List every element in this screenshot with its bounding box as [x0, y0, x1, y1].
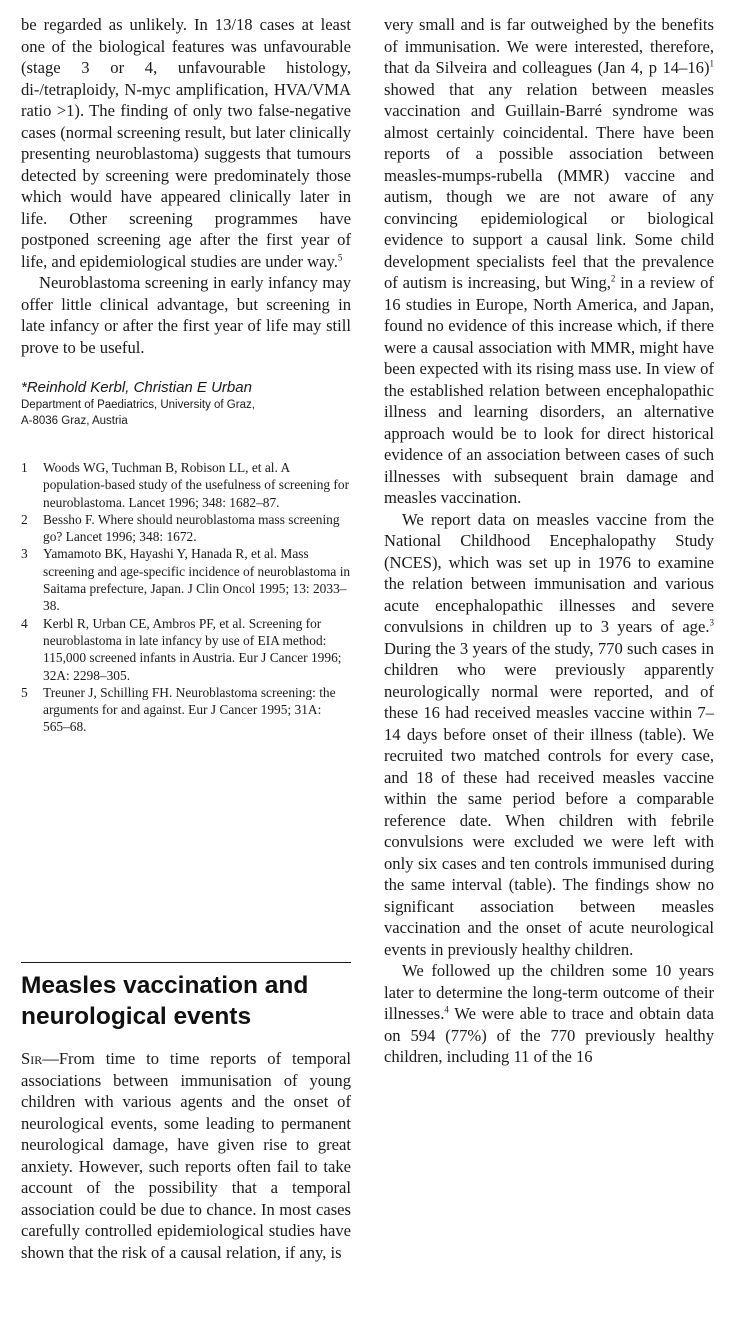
- reference-number: 1: [21, 460, 28, 475]
- reference-item: [21, 684, 351, 736]
- body-paragraph: We followed up the children some 10 years later to determine the long-term outcome of their illnesses.$^4$ We were able to trace and obtain data on 594 (77%) of the 770 previously healthy children, including 11 of the 16: [384, 961, 714, 1066]
- reference-item: [21, 545, 351, 614]
- body-paragraph: very small and is far outweighed by the benefits of immunisation. We were interested, therefore, that da Silveira and colleagues (Jan 4, p 14–16)$^1$ showed that any relation between measles vaccination and Guillain-Barré syndrome was almost certainly coincidental. There have been reports of a possible association between measles-mumps-rubella (MMR) vaccine and autism, though we are not aware of any convincing epidemiological or biological evidence to support a causal link. Some child development specialists feel that the prevalence of autism is increasing, but Wing,$^2$ in a review of 16 studies in Europe, North America, and Japan, found no evidence of this increase which, if there were a causal association with MMR, might have been expected with its rising mass use. In view of the established relation between encephalopathic illness and learning disorders, an alternative approach would be to look for direct historical evidence of an association between cases of such illnesses with subsequent brain damage and measles vaccination.: [384, 15, 714, 507]
- reference-number: 2: [21, 511, 28, 527]
- citation-superscript: 1: [709, 58, 714, 69]
- letter-start: [21, 1048, 351, 1263]
- letter-heading: Measles vaccination and neurological events: [21, 972, 309, 1030]
- reference-item: [21, 459, 351, 511]
- reference-item: [21, 615, 351, 684]
- reference-number: 4: [21, 615, 28, 631]
- body-paragraph: be regarded as unlikely. In 13/18 cases at least one of the biological features was unfavourable (stage 3 or 4, unfavourable histology, di-/tetraploidy, N-myc amplification, HVA/VMA ratio >1). The finding of only two false-negative cases (normal screening result, but later clinically presenting neuroblastoma) suggests that tumours detected by screening were predominately those which would have appeared clinically later in life. Other screening programmes have postponed screening age after the first year of life, and epidemiological studies are under way.$^5$: [21, 15, 351, 271]
- reference-list: [21, 459, 351, 736]
- body-paragraph: We report data on measles vaccine from the National Childhood Encephalopathy Study (NCES), which was set up in 1976 to examine the relation between immunisation and various acute encephalopathic illnesses and severe convulsions in children up to 3 years of age.$^3$ During the 3 years of the study, 770 such cases in children who were previously apparently neurologically normal were reported, and of these 16 had received measles vaccine within 7–14 days before onset of their illness (table). We recruited two matched controls for every case, and 18 of these had received measles vaccine within the same period before a comparable reference date. When children with febrile convulsions were excluded we were left with only six cases and ten controls immunised during the same interval (table). The findings show no significant association between measles vaccination and the onset of acute neurological events in previously healthy children.: [384, 509, 714, 959]
- reference-item: [21, 511, 351, 546]
- body-paragraph: Sir—From time to time reports of temporal associations between immunisation of young children with various agents and the onset of neurological events, some leading to permanent neurological damage, have given rise to great anxiety. However, such reports often fail to take account of the possibility that a temporal association could be due to chance. In most cases carefully controlled epidemiological studies have shown that the risk of a causal relation, if any, is: [21, 1049, 351, 1262]
- reference-number: 5: [21, 684, 28, 700]
- citation-superscript: 3: [709, 617, 714, 628]
- reference-number: 3: [21, 546, 28, 562]
- body-paragraph: Neuroblastoma screening in early infancy may offer little clinical advantage, but screening in late infancy or after the first year of life may still prove to be useful.: [21, 273, 351, 357]
- citation-superscript: 4: [444, 1004, 449, 1015]
- reference-text: Kerbl R, Urban CE, Ambros PF, et al. Screening for neuroblastoma in late infancy by use of EIA method: 115,000 screened infants in Austria. Eur J Cancer 1996; 32A: 2298–305.: [43, 615, 342, 683]
- affiliation: Department of Paediatrics, University of Graz, A-8036 Graz, Austria: [21, 399, 255, 427]
- citation-superscript: 5: [337, 251, 343, 262]
- left-column: [21, 14, 351, 736]
- reference-text: Treuner J, Schilling FH. Neuroblastoma screening: the arguments for and against. Eur J Cancer 1995; 31A: 565–68.: [43, 684, 336, 735]
- author-signature: *Reinhold Kerbl, Christian E Urban: [21, 379, 252, 396]
- reference-text: Yamamoto BK, Hayashi Y, Hanada R, et al. Mass screening and age-specific incidence of neuroblastoma in Saitama prefecture, Japan. J Clin Oncol 1995; 13: 2033–38.: [43, 546, 351, 614]
- reference-text: Woods WG, Tuchman B, Robison LL, et al. A population-based study of the usefulness of screening for neuroblastoma. Lancet 1996; 348: 1682–87.: [43, 460, 350, 510]
- citation-superscript: 2: [610, 273, 616, 284]
- section-divider: [21, 962, 351, 963]
- reference-text: Bessho F. Where should neuroblastoma mass screening go? Lancet 1996; 348: 1672.: [43, 511, 340, 545]
- right-column: [384, 14, 714, 1068]
